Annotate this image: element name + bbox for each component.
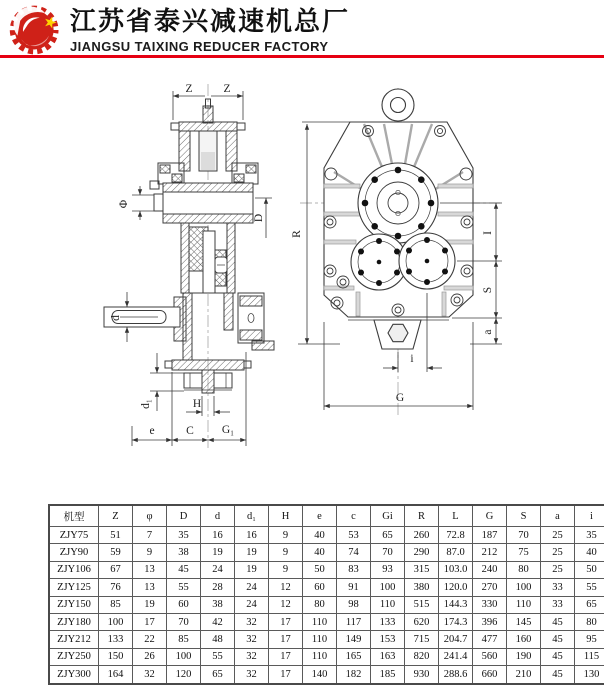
technical-drawing bbox=[0, 55, 604, 500]
value-cell: 24 bbox=[235, 596, 269, 613]
column-header: 机型 bbox=[49, 505, 99, 527]
value-cell: 110 bbox=[303, 648, 337, 665]
value-cell: 32 bbox=[133, 666, 167, 684]
value-cell: 50 bbox=[303, 561, 337, 578]
label-g: G bbox=[395, 392, 405, 404]
value-cell: 100 bbox=[371, 579, 405, 596]
value-cell: 270 bbox=[473, 579, 507, 596]
value-cell: 24 bbox=[235, 579, 269, 596]
value-cell: 820 bbox=[405, 648, 439, 665]
model-cell: ZJY300 bbox=[49, 666, 99, 684]
value-cell: 95 bbox=[575, 631, 604, 648]
value-cell: 24 bbox=[201, 561, 235, 578]
value-cell: 70 bbox=[371, 544, 405, 561]
value-cell: 515 bbox=[405, 596, 439, 613]
value-cell: 80 bbox=[575, 613, 604, 630]
column-header: a bbox=[541, 505, 575, 527]
spec-table-body bbox=[49, 527, 604, 684]
value-cell: 140 bbox=[303, 666, 337, 684]
value-cell: 48 bbox=[201, 631, 235, 648]
value-cell: 130 bbox=[575, 666, 604, 684]
page-header bbox=[0, 0, 604, 55]
value-cell: 70 bbox=[507, 527, 541, 544]
value-cell: 120.0 bbox=[439, 579, 473, 596]
value-cell: 98 bbox=[337, 596, 371, 613]
column-header: Gi bbox=[371, 505, 405, 527]
column-header: H bbox=[269, 505, 303, 527]
value-cell: 87.0 bbox=[439, 544, 473, 561]
value-cell: 32 bbox=[235, 631, 269, 648]
value-cell: 9 bbox=[133, 544, 167, 561]
value-cell: 133 bbox=[99, 631, 133, 648]
value-cell: 187 bbox=[473, 527, 507, 544]
value-cell: 144.3 bbox=[439, 596, 473, 613]
label-i-lower: i bbox=[410, 353, 414, 365]
column-header: d₁ bbox=[235, 505, 269, 527]
value-cell: 45 bbox=[167, 561, 201, 578]
value-cell: 100 bbox=[99, 613, 133, 630]
company-name-cn: 江苏省泰兴减速机总厂 bbox=[70, 6, 351, 36]
value-cell: 45 bbox=[541, 613, 575, 630]
value-cell: 67 bbox=[99, 561, 133, 578]
table-row bbox=[49, 544, 604, 561]
table-row bbox=[49, 527, 604, 544]
label-e: e bbox=[149, 425, 155, 437]
value-cell: 17 bbox=[269, 613, 303, 630]
value-cell: 100 bbox=[507, 579, 541, 596]
value-cell: 32 bbox=[235, 648, 269, 665]
value-cell: 74 bbox=[337, 544, 371, 561]
value-cell: 160 bbox=[507, 631, 541, 648]
value-cell: 9 bbox=[269, 527, 303, 544]
value-cell: 9 bbox=[269, 544, 303, 561]
value-cell: 13 bbox=[133, 561, 167, 578]
value-cell: 38 bbox=[167, 544, 201, 561]
value-cell: 26 bbox=[133, 648, 167, 665]
value-cell: 32 bbox=[235, 613, 269, 630]
value-cell: 133 bbox=[371, 613, 405, 630]
value-cell: 150 bbox=[99, 648, 133, 665]
column-header: e bbox=[303, 505, 337, 527]
value-cell: 25 bbox=[541, 544, 575, 561]
value-cell: 212 bbox=[473, 544, 507, 561]
label-s: S bbox=[482, 286, 494, 294]
value-cell: 145 bbox=[507, 613, 541, 630]
value-cell: 45 bbox=[541, 648, 575, 665]
value-cell: 149 bbox=[337, 631, 371, 648]
value-cell: 40 bbox=[303, 544, 337, 561]
value-cell: 35 bbox=[167, 527, 201, 544]
table-row bbox=[49, 631, 604, 648]
value-cell: 210 bbox=[507, 666, 541, 684]
value-cell: 185 bbox=[371, 666, 405, 684]
value-cell: 396 bbox=[473, 613, 507, 630]
company-name-en: JIANGSU TAIXING REDUCER FACTORY bbox=[70, 39, 329, 54]
value-cell: 174.3 bbox=[439, 613, 473, 630]
table-row bbox=[49, 579, 604, 596]
value-cell: 190 bbox=[507, 648, 541, 665]
value-cell: 65 bbox=[371, 527, 405, 544]
value-cell: 35 bbox=[575, 527, 604, 544]
value-cell: 55 bbox=[201, 648, 235, 665]
value-cell: 290 bbox=[405, 544, 439, 561]
label-i-upper: I bbox=[482, 231, 494, 235]
value-cell: 75 bbox=[507, 544, 541, 561]
label-phi: Φ bbox=[118, 199, 130, 209]
value-cell: 103.0 bbox=[439, 561, 473, 578]
table-row bbox=[49, 613, 604, 630]
label-d1: d₁ bbox=[140, 399, 152, 409]
value-cell: 17 bbox=[269, 666, 303, 684]
value-cell: 115 bbox=[575, 648, 604, 665]
value-cell: 45 bbox=[541, 666, 575, 684]
value-cell: 17 bbox=[133, 613, 167, 630]
model-cell: ZJY150 bbox=[49, 596, 99, 613]
table-row bbox=[49, 561, 604, 578]
value-cell: 55 bbox=[167, 579, 201, 596]
model-cell: ZJY212 bbox=[49, 631, 99, 648]
value-cell: 85 bbox=[99, 596, 133, 613]
front-view-drawing bbox=[291, 88, 502, 418]
label-c: C bbox=[186, 425, 194, 437]
value-cell: 28 bbox=[201, 579, 235, 596]
value-cell: 110 bbox=[371, 596, 405, 613]
label-d-big: D bbox=[253, 213, 265, 223]
value-cell: 100 bbox=[167, 648, 201, 665]
value-cell: 19 bbox=[133, 596, 167, 613]
value-cell: 33 bbox=[541, 579, 575, 596]
value-cell: 72.8 bbox=[439, 527, 473, 544]
column-header: φ bbox=[133, 505, 167, 527]
value-cell: 204.7 bbox=[439, 631, 473, 648]
factory-logo-icon bbox=[8, 4, 64, 56]
value-cell: 42 bbox=[201, 613, 235, 630]
value-cell: 59 bbox=[99, 544, 133, 561]
label-a: a bbox=[482, 329, 494, 335]
model-cell: ZJY90 bbox=[49, 544, 99, 561]
value-cell: 120 bbox=[167, 666, 201, 684]
value-cell: 80 bbox=[507, 561, 541, 578]
value-cell: 60 bbox=[167, 596, 201, 613]
value-cell: 65 bbox=[575, 596, 604, 613]
label-h: H bbox=[192, 398, 202, 410]
column-header: G bbox=[473, 505, 507, 527]
value-cell: 76 bbox=[99, 579, 133, 596]
value-cell: 16 bbox=[235, 527, 269, 544]
value-cell: 60 bbox=[303, 579, 337, 596]
value-cell: 12 bbox=[269, 579, 303, 596]
value-cell: 40 bbox=[303, 527, 337, 544]
value-cell: 85 bbox=[167, 631, 201, 648]
value-cell: 19 bbox=[235, 561, 269, 578]
value-cell: 380 bbox=[405, 579, 439, 596]
value-cell: 19 bbox=[201, 544, 235, 561]
header-row bbox=[49, 505, 604, 527]
model-cell: ZJY250 bbox=[49, 648, 99, 665]
value-cell: 83 bbox=[337, 561, 371, 578]
label-d-shaft: d bbox=[110, 315, 122, 321]
value-cell: 45 bbox=[541, 631, 575, 648]
value-cell: 260 bbox=[405, 527, 439, 544]
value-cell: 660 bbox=[473, 666, 507, 684]
value-cell: 7 bbox=[133, 527, 167, 544]
label-z-left: Z bbox=[185, 83, 193, 95]
value-cell: 93 bbox=[371, 561, 405, 578]
dim-phi bbox=[132, 186, 154, 220]
value-cell: 17 bbox=[269, 648, 303, 665]
column-header: R bbox=[405, 505, 439, 527]
value-cell: 80 bbox=[303, 596, 337, 613]
value-cell: 163 bbox=[371, 648, 405, 665]
column-header: D bbox=[167, 505, 201, 527]
value-cell: 240 bbox=[473, 561, 507, 578]
value-cell: 33 bbox=[541, 596, 575, 613]
value-cell: 315 bbox=[405, 561, 439, 578]
value-cell: 110 bbox=[303, 631, 337, 648]
column-header: d bbox=[201, 505, 235, 527]
column-header: Z bbox=[99, 505, 133, 527]
value-cell: 330 bbox=[473, 596, 507, 613]
column-header: i bbox=[575, 505, 604, 527]
value-cell: 715 bbox=[405, 631, 439, 648]
value-cell: 164 bbox=[99, 666, 133, 684]
model-cell: ZJY180 bbox=[49, 613, 99, 630]
value-cell: 9 bbox=[269, 561, 303, 578]
value-cell: 91 bbox=[337, 579, 371, 596]
value-cell: 12 bbox=[269, 596, 303, 613]
value-cell: 65 bbox=[201, 666, 235, 684]
side-view-drawing bbox=[104, 83, 274, 448]
value-cell: 110 bbox=[303, 613, 337, 630]
value-cell: 19 bbox=[235, 544, 269, 561]
value-cell: 53 bbox=[337, 527, 371, 544]
value-cell: 13 bbox=[133, 579, 167, 596]
value-cell: 620 bbox=[405, 613, 439, 630]
spec-table bbox=[48, 504, 604, 685]
table-row bbox=[49, 648, 604, 665]
value-cell: 165 bbox=[337, 648, 371, 665]
column-header: c bbox=[337, 505, 371, 527]
column-header: L bbox=[439, 505, 473, 527]
value-cell: 930 bbox=[405, 666, 439, 684]
value-cell: 153 bbox=[371, 631, 405, 648]
value-cell: 22 bbox=[133, 631, 167, 648]
value-cell: 25 bbox=[541, 527, 575, 544]
value-cell: 17 bbox=[269, 631, 303, 648]
value-cell: 70 bbox=[167, 613, 201, 630]
value-cell: 25 bbox=[541, 561, 575, 578]
label-g1: G₁ bbox=[221, 424, 235, 436]
column-header: S bbox=[507, 505, 541, 527]
value-cell: 182 bbox=[337, 666, 371, 684]
spec-table-head bbox=[49, 505, 604, 527]
label-z-right: Z bbox=[223, 83, 231, 95]
value-cell: 55 bbox=[575, 579, 604, 596]
value-cell: 32 bbox=[235, 666, 269, 684]
table-row bbox=[49, 666, 604, 684]
value-cell: 288.6 bbox=[439, 666, 473, 684]
value-cell: 16 bbox=[201, 527, 235, 544]
model-cell: ZJY75 bbox=[49, 527, 99, 544]
value-cell: 40 bbox=[575, 544, 604, 561]
value-cell: 50 bbox=[575, 561, 604, 578]
value-cell: 477 bbox=[473, 631, 507, 648]
value-cell: 560 bbox=[473, 648, 507, 665]
label-r: R bbox=[291, 230, 303, 238]
model-cell: ZJY106 bbox=[49, 561, 99, 578]
value-cell: 110 bbox=[507, 596, 541, 613]
value-cell: 117 bbox=[337, 613, 371, 630]
model-cell: ZJY125 bbox=[49, 579, 99, 596]
table-row bbox=[49, 596, 604, 613]
logo-star-icon: ★ bbox=[40, 12, 60, 34]
value-cell: 241.4 bbox=[439, 648, 473, 665]
value-cell: 51 bbox=[99, 527, 133, 544]
value-cell: 38 bbox=[201, 596, 235, 613]
